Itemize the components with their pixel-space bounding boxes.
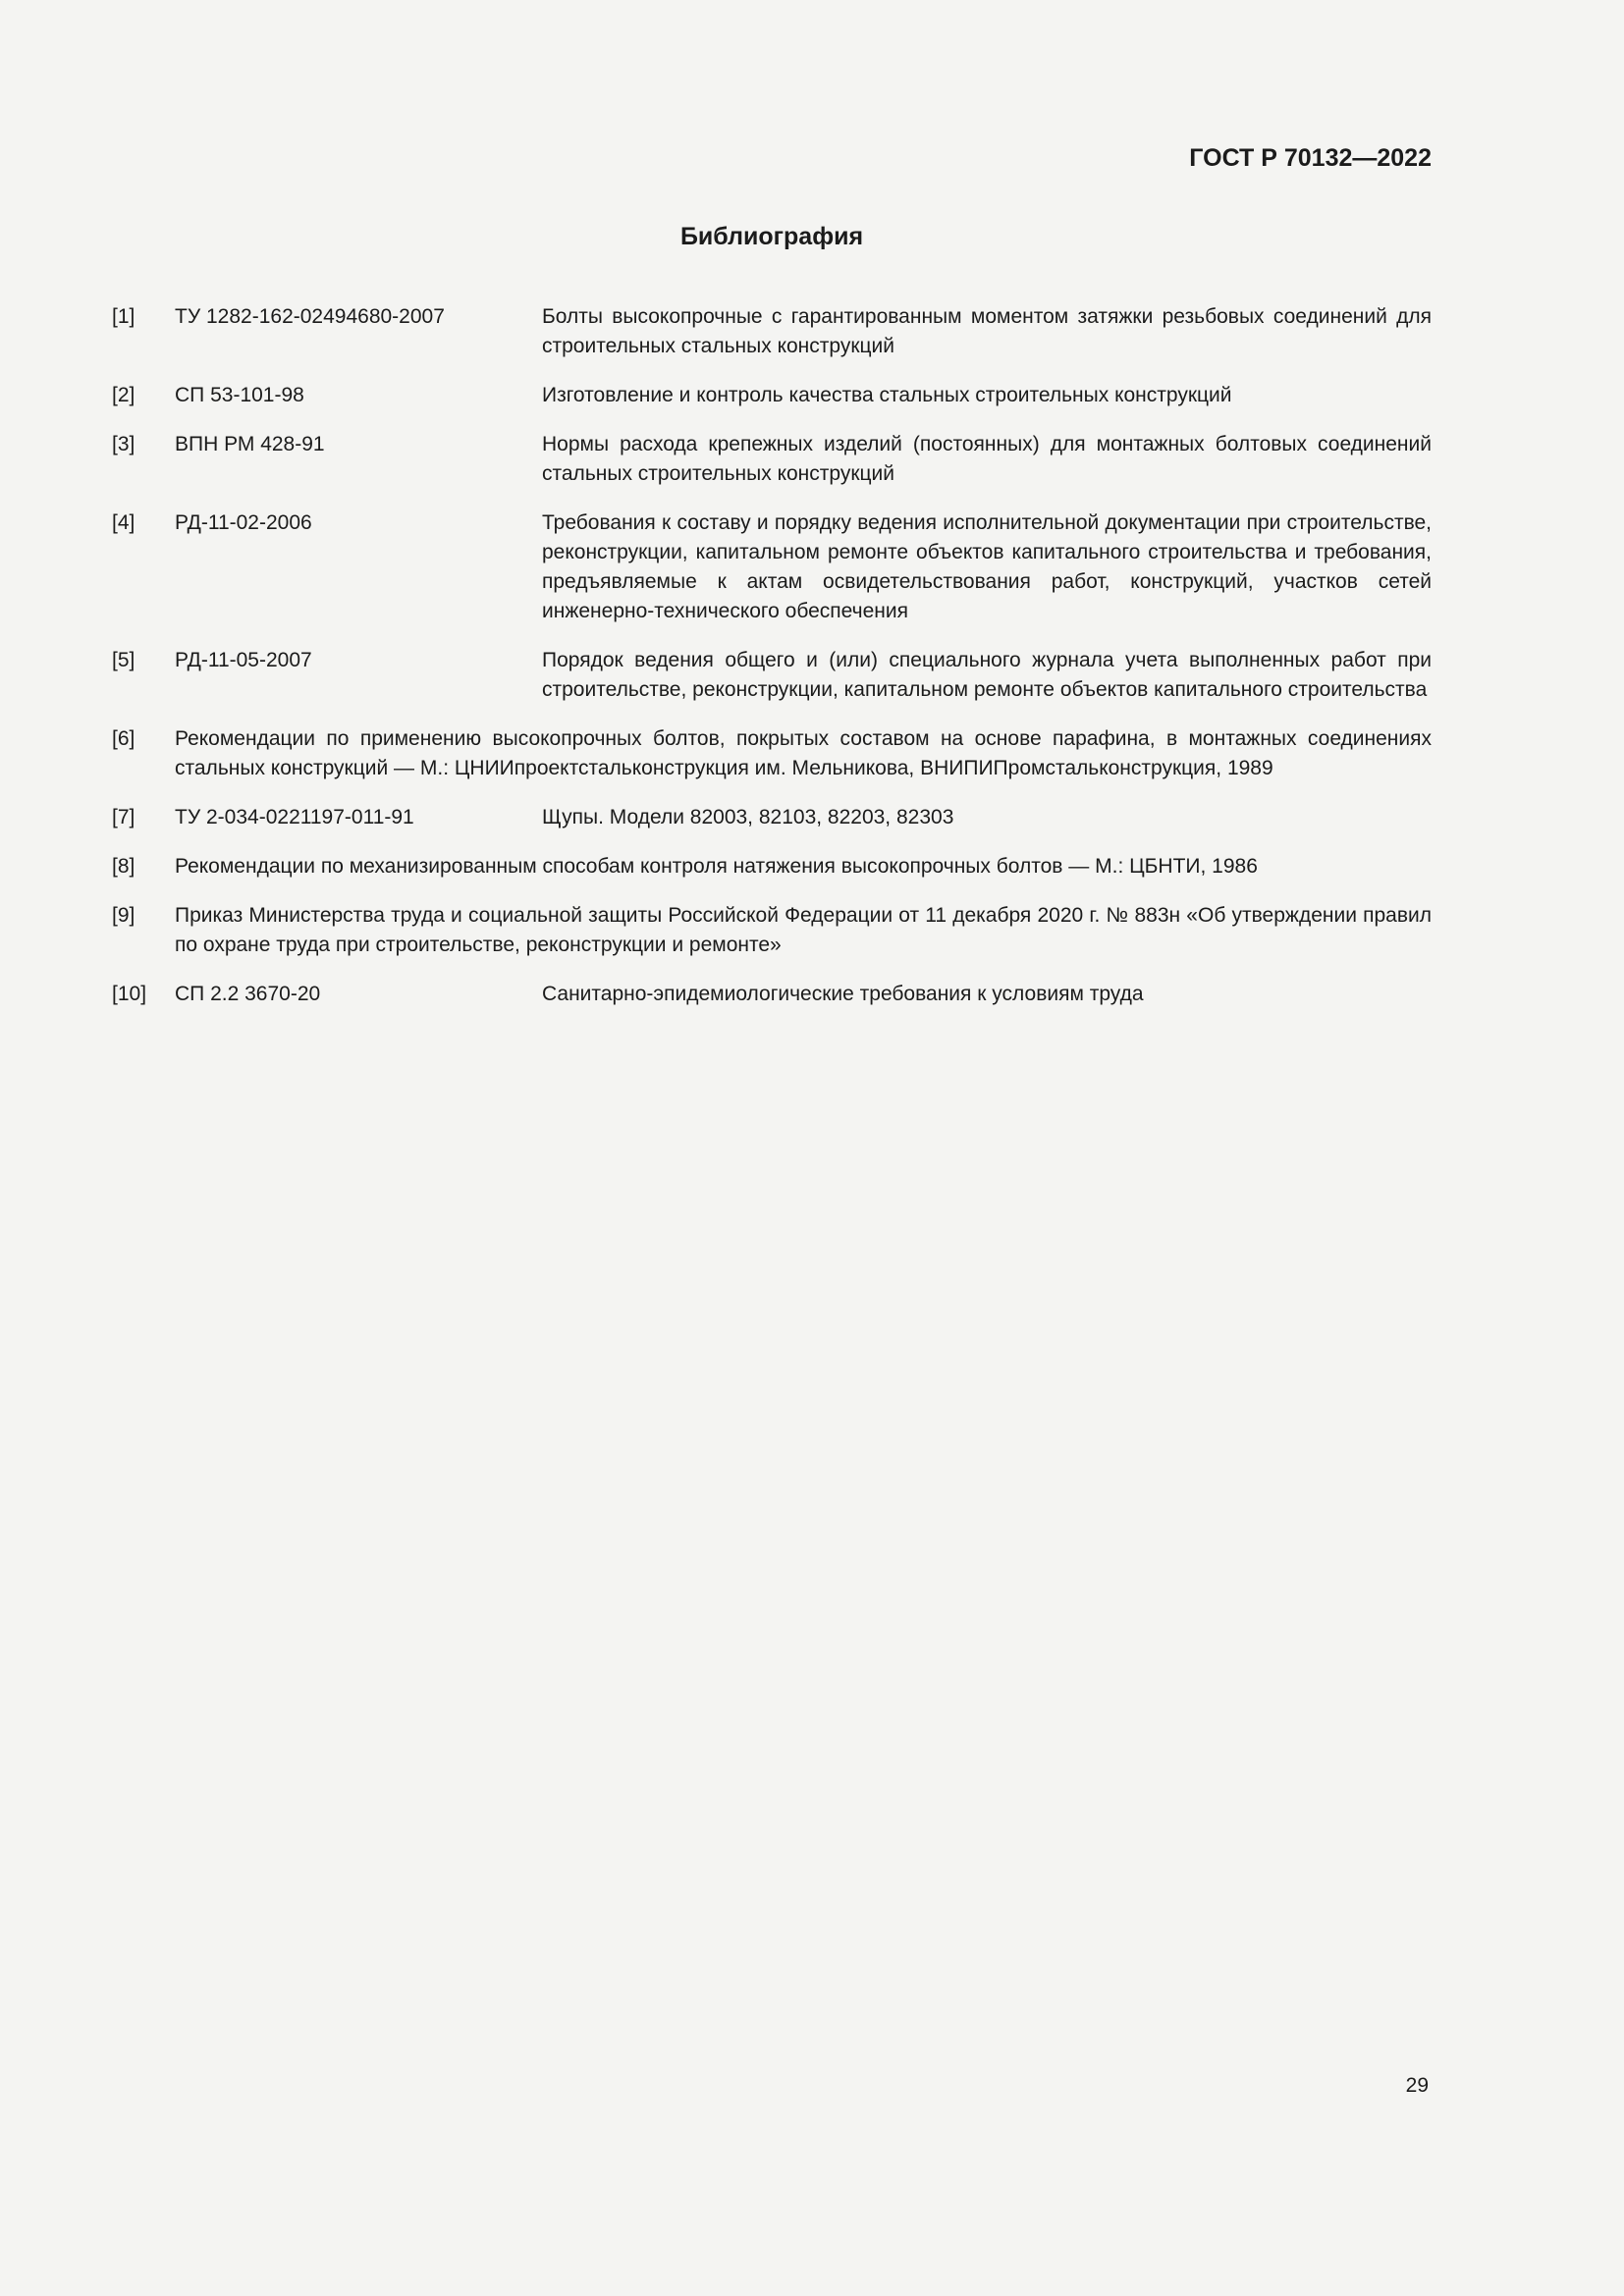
- entry-code: СП 2.2 3670-20: [175, 983, 321, 1005]
- entry-description: Рекомендации по применению высокопрочных болтов, покрытых составом на основе парафина, в монтажных соединениях стальных конструкций — М.: ЦНИИпроектстальконструкция им. Мельникова, ВНИПИПромстальконструкция, 1989: [175, 727, 1432, 779]
- entry-code: РД-11-02-2006: [175, 511, 312, 534]
- bibliography-entry: [112, 724, 1432, 783]
- bibliography-entry: [112, 852, 1432, 881]
- entry-description: Порядок ведения общего и (или) специального журнала учета выполненных работ при строительстве, реконструкции, капитальном ремонте объектов капитального строительства: [542, 649, 1432, 701]
- bibliography-entry: [112, 430, 1432, 489]
- entry-description: Щупы. Модели 82003, 82103, 82203, 82303: [542, 806, 954, 828]
- entry-number: [9]: [112, 904, 135, 927]
- entry-number: [6]: [112, 727, 135, 750]
- entry-number: [1]: [112, 305, 135, 328]
- entry-code: РД-11-05-2007: [175, 649, 312, 671]
- bibliography-entry: [112, 508, 1432, 626]
- entry-number: [2]: [112, 384, 135, 406]
- entry-code: СП 53-101-98: [175, 384, 304, 406]
- page-title: Библиография: [679, 223, 864, 250]
- entry-code: ВПН РМ 428-91: [175, 433, 325, 455]
- entry-description: Рекомендации по механизированным способам контроля натяжения высокопрочных болтов — М.: ЦБНТИ, 1986: [175, 855, 1258, 878]
- document-code: ГОСТ Р 70132—2022: [1189, 144, 1432, 172]
- entry-code: ТУ 1282-162-02494680-2007: [175, 305, 445, 328]
- entry-number: [10]: [112, 983, 147, 1005]
- entry-description: Санитарно-эпидемиологические требования к условиям труда: [542, 983, 1144, 1005]
- entry-description: Нормы расхода крепежных изделий (постоянных) для монтажных болтовых соединений стальных строительных конструкций: [542, 433, 1432, 485]
- entry-description: Болты высокопрочные с гарантированным моментом затяжки резьбовых соединений для строительных стальных конструкций: [542, 305, 1432, 357]
- bibliography-entry: [112, 646, 1432, 705]
- bibliography-entry: [112, 980, 1432, 1009]
- entry-description: Изготовление и контроль качества стальных строительных конструкций: [542, 384, 1232, 406]
- entry-number: [8]: [112, 855, 135, 878]
- entry-description: Приказ Министерства труда и социальной защиты Российской Федерации от 11 декабря 2020 г. № 883н «Об утверждении правил по охране труда при строительстве, реконструкции и ремонте»: [175, 904, 1432, 956]
- entry-number: [3]: [112, 433, 135, 455]
- page-content: [112, 0, 1432, 1029]
- bibliography-entry: [112, 803, 1432, 832]
- bibliography-list: [112, 302, 1432, 1009]
- bibliography-entry: [112, 381, 1432, 410]
- bibliography-entry: [112, 901, 1432, 960]
- entry-number: [7]: [112, 806, 135, 828]
- entry-code: ТУ 2-034-0221197-011-91: [175, 806, 414, 828]
- entry-number: [4]: [112, 511, 135, 534]
- bibliography-entry: [112, 302, 1432, 361]
- entry-description: Требования к составу и порядку ведения исполнительной документации при строительстве, реконструкции, капитальном ремонте объектов капитального строительства и требования, предъявляемые к актам освидетельствования работ, конструкций, участков сетей инженерно-технического обеспечения: [542, 511, 1432, 622]
- page-number: 29: [1405, 2074, 1429, 2097]
- entry-number: [5]: [112, 649, 135, 671]
